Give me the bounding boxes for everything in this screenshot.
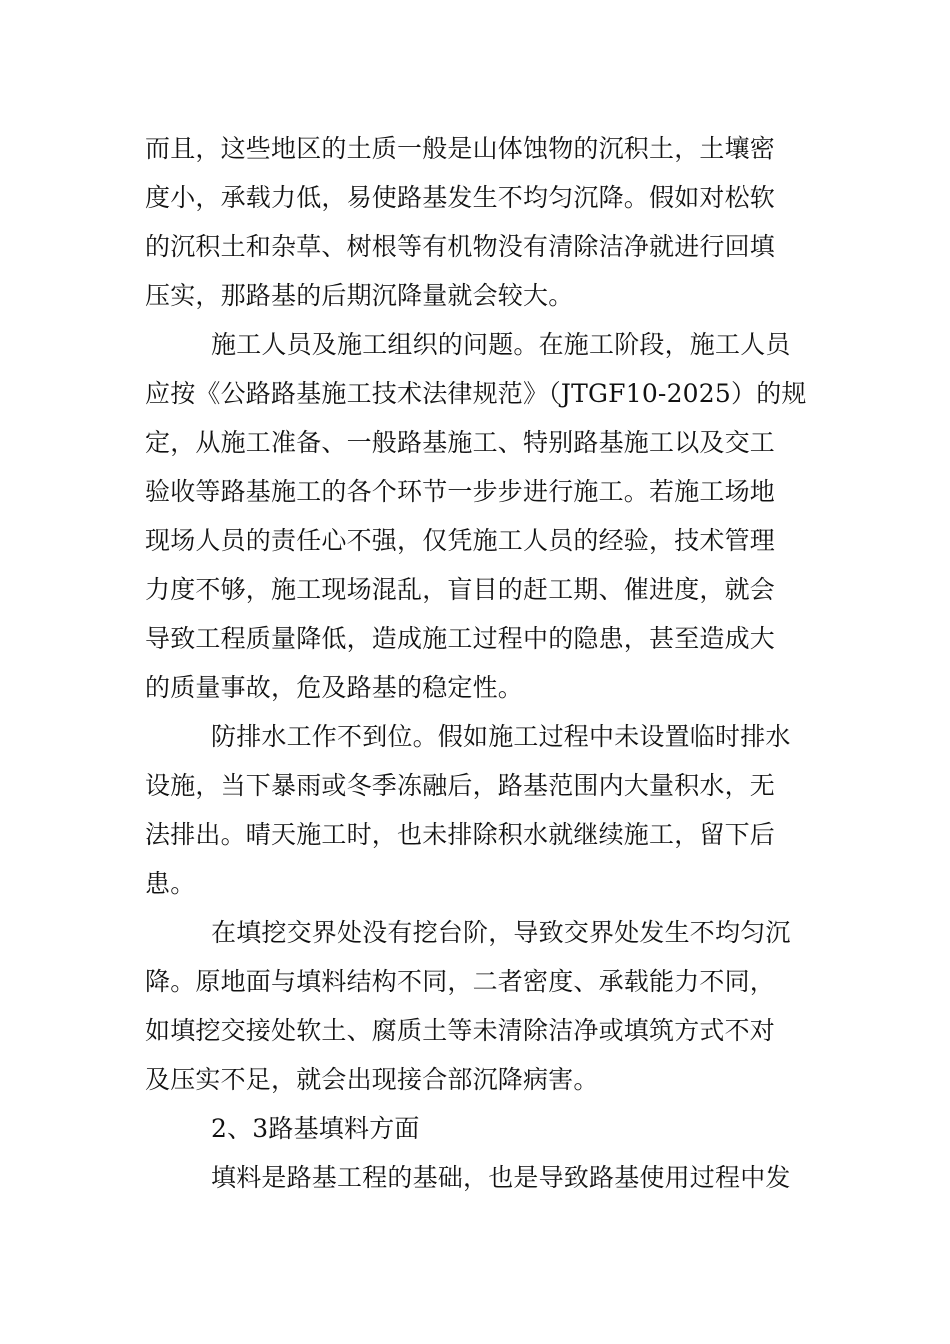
section-heading: 2、3路基填料方面 <box>211 1114 420 1143</box>
paragraph-start-line: 防排水工作不到位。假如施工过程中未设置临时排水 <box>211 722 791 751</box>
paragraph-start-line: 填料是路基工程的基础，也是导致路基使用过程中发 <box>211 1163 791 1192</box>
text-line: 的沉积土和杂草、树根等有机物没有清除洁净就进行回填 <box>145 232 776 261</box>
text-line: 法排出。晴天施工时，也未排除积水就继续施工，留下后 <box>145 820 776 849</box>
text-line: 验收等路基施工的各个环节一步步进行施工。若施工场地 <box>145 477 776 506</box>
text-line: 应按《公路路基施工技术法律规范》（JTGF10-2025）的规 <box>145 379 807 408</box>
text-line: 患。 <box>145 869 196 898</box>
text-line: 设施，当下暴雨或冬季冻融后，路基范围内大量积水，无 <box>145 771 776 800</box>
text-line: 力度不够，施工现场混乱，盲目的赶工期、催进度，就会 <box>145 575 776 604</box>
paragraph-start-line: 施工人员及施工组织的问题。在施工阶段，施工人员 <box>211 330 791 359</box>
text-line: 现场人员的责任心不强，仅凭施工人员的经验，技术管理 <box>145 526 776 555</box>
paragraph-start-line: 在填挖交界处没有挖台阶，导致交界处发生不均匀沉 <box>211 918 791 947</box>
text-line: 而且，这些地区的土质一般是山体蚀物的沉积土，土壤密 <box>145 134 776 163</box>
text-line: 定，从施工准备、一般路基施工、特别路基施工以及交工 <box>145 428 776 457</box>
document-body <box>145 124 810 1202</box>
text-line: 压实，那路基的后期沉降量就会较大。 <box>145 281 574 310</box>
text-line: 降。原地面与填料结构不同，二者密度、承载能力不同， <box>145 967 776 996</box>
text-line: 度小，承载力低，易使路基发生不均匀沉降。假如对松软 <box>145 183 776 212</box>
text-line: 的质量事故，危及路基的稳定性。 <box>145 673 524 702</box>
text-line: 及压实不足，就会出现接合部沉降病害。 <box>145 1065 599 1094</box>
text-line: 如填挖交接处软土、腐质土等未清除洁净或填筑方式不对 <box>145 1016 776 1045</box>
text-line: 导致工程质量降低，造成施工过程中的隐患，甚至造成大 <box>145 624 776 653</box>
